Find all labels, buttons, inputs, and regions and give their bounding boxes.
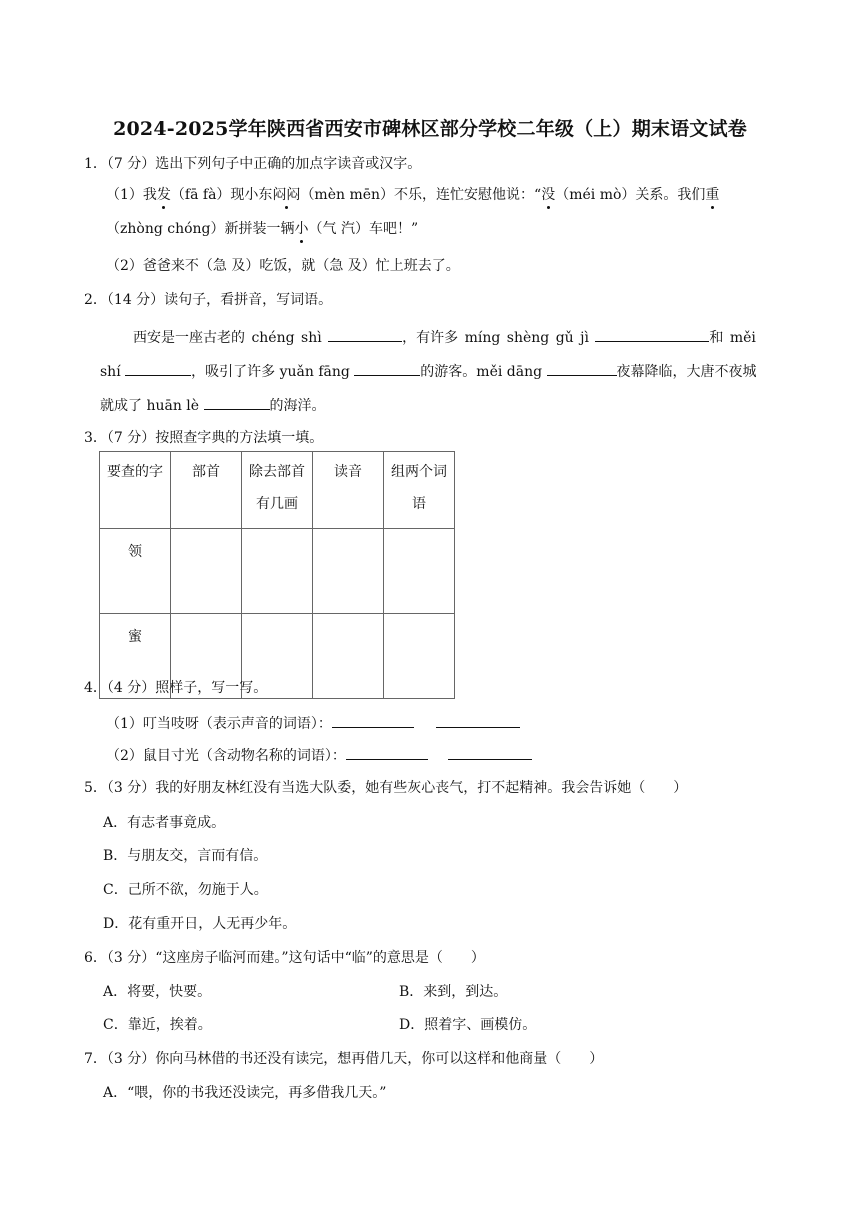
header-text: 读音 [334, 464, 362, 480]
table-header-cell [171, 452, 242, 529]
answer-blank[interactable] [436, 713, 520, 728]
option-d[interactable]: D．花有重开日，人无再少年。 [103, 916, 297, 932]
dotted-char: 小 [294, 221, 309, 237]
dotted-char: 闷闷 [272, 187, 301, 203]
question-7-stem [84, 1050, 603, 1068]
question-number: 6． [84, 950, 107, 966]
text-segment: shí [100, 364, 121, 380]
answer-blank[interactable] [448, 745, 532, 760]
header-text: 要查的字 [107, 464, 163, 480]
text-segment: 夜幕降临，大唐不夜城 [616, 364, 757, 380]
question-2-line-3 [100, 395, 326, 415]
option-d[interactable]: D．照着字、画模仿。 [399, 1017, 537, 1033]
question-3-stem [84, 429, 323, 447]
question-1-sentence-1-line-1 [106, 186, 719, 204]
text-segment: （气 汽）车吧！” [308, 221, 419, 237]
table-cell-answer[interactable] [313, 529, 384, 614]
table-header-cell [384, 452, 455, 529]
table-cell-answer[interactable] [242, 529, 313, 614]
table-header-row [100, 452, 455, 529]
question-4-stem [84, 679, 267, 697]
text-segment: 和 měi [709, 330, 756, 346]
text-segment: 的游客。měi dāng [420, 364, 543, 380]
header-text: 组两个词语 [391, 464, 447, 512]
question-2-line-2 [100, 361, 757, 381]
question-number: 4． [84, 680, 107, 696]
option-c[interactable]: C．己所不欲，勿施于人。 [103, 882, 268, 898]
question-text: （14 分）读句子，看拼音，写词语。 [106, 292, 333, 308]
question-5-stem [84, 779, 687, 797]
option-a[interactable]: A．有志者事竟成。 [103, 815, 226, 831]
answer-blank[interactable] [125, 361, 191, 376]
question-2-line-1 [133, 327, 756, 347]
table-cell-character: 蜜 [100, 614, 171, 699]
text-segment: （fā fà）现小东 [170, 187, 273, 203]
question-text: （3 分）你向马林借的书还没有读完，想再借几天，你可以这样和他商量（ ） [106, 1051, 604, 1067]
question-4-item-2 [106, 745, 532, 765]
table-cell-answer[interactable] [384, 529, 455, 614]
answer-blank[interactable] [204, 395, 270, 410]
text-segment: （2）鼠目寸光（含动物名称的词语）： [106, 748, 346, 764]
option-a[interactable]: A．“喂，你的书我还没读完，再多借我几天。” [103, 1085, 387, 1101]
header-text: 除去部首有几画 [249, 464, 305, 512]
text-segment: （méi mò）关系。我们 [555, 187, 706, 203]
table-cell-answer[interactable] [384, 614, 455, 699]
text-segment: 的海洋。 [269, 398, 326, 414]
table-header-cell [242, 452, 313, 529]
question-1-sentence-1-line-2 [106, 220, 418, 238]
answer-blank[interactable] [328, 327, 402, 342]
text-segment: （1）叮当吱呀（表示声音的词语）： [106, 716, 332, 732]
option-b[interactable]: B．与朋友交，言而有信。 [103, 848, 268, 864]
text-segment: ，吸引了许多 yuǎn fāng [191, 364, 350, 380]
table-header-cell [100, 452, 171, 529]
dotted-char: 发 [156, 187, 171, 203]
question-number: 7． [84, 1051, 107, 1067]
table-header-cell [313, 452, 384, 529]
table-row [100, 529, 455, 614]
answer-blank[interactable] [346, 745, 428, 760]
question-1-stem [84, 155, 421, 173]
question-2-stem [84, 291, 332, 309]
text-segment: （zhòng chóng）新拼装一辆 [106, 221, 295, 237]
question-text: （3 分）“这座房子临河而建。”这句话中“临”的意思是（ ） [106, 950, 485, 966]
answer-blank[interactable] [547, 361, 617, 376]
answer-blank[interactable] [354, 361, 420, 376]
text-segment: （1）我 [106, 187, 157, 203]
question-text: （3 分）我的好朋友林红没有当选大队委，她有些灰心丧气，打不起精神。我会告诉她（ ） [106, 780, 688, 796]
question-number: 5． [84, 780, 107, 796]
dictionary-lookup-table [99, 451, 455, 699]
text-segment: ，有许多 míng shèng gǔ jì [402, 330, 589, 346]
question-text: （4 分）照样子，写一写。 [106, 680, 268, 696]
question-6-stem [84, 949, 485, 967]
option-a[interactable]: A．将要，快要。 [103, 984, 212, 1000]
exam-title: 2024-2025学年陕西省西安市碑林区部分学校二年级（上）期末语文试卷 [113, 118, 747, 140]
question-number: 1． [84, 156, 107, 172]
option-c[interactable]: C．靠近，挨着。 [103, 1017, 212, 1033]
question-text: （7 分）选出下列句子中正确的加点字读音或汉字。 [106, 156, 422, 172]
question-number: 3． [84, 430, 107, 446]
question-4-item-1 [106, 713, 520, 733]
table-cell-answer[interactable] [313, 614, 384, 699]
table-cell-answer[interactable] [171, 529, 242, 614]
question-number: 2． [84, 292, 107, 308]
header-text: 部首 [192, 464, 220, 480]
dotted-char: 重 [705, 187, 720, 203]
text-segment: （mèn mēn）不乐，连忙安慰他说：“ [300, 187, 542, 203]
answer-blank[interactable] [595, 327, 709, 342]
text-segment: 西安是一座古老的 chéng shì [133, 330, 322, 346]
table-cell-character: 领 [100, 529, 171, 614]
answer-blank[interactable] [332, 713, 414, 728]
dotted-char: 没 [541, 187, 556, 203]
option-b[interactable]: B．来到，到达。 [399, 984, 508, 1000]
question-1-sentence-2: （2）爸爸来不（急 及）吃饭，就（急 及）忙上班去了。 [106, 258, 460, 274]
text-segment: 就成了 huān lè [100, 398, 200, 414]
question-text: （7 分）按照查字典的方法填一填。 [106, 430, 324, 446]
